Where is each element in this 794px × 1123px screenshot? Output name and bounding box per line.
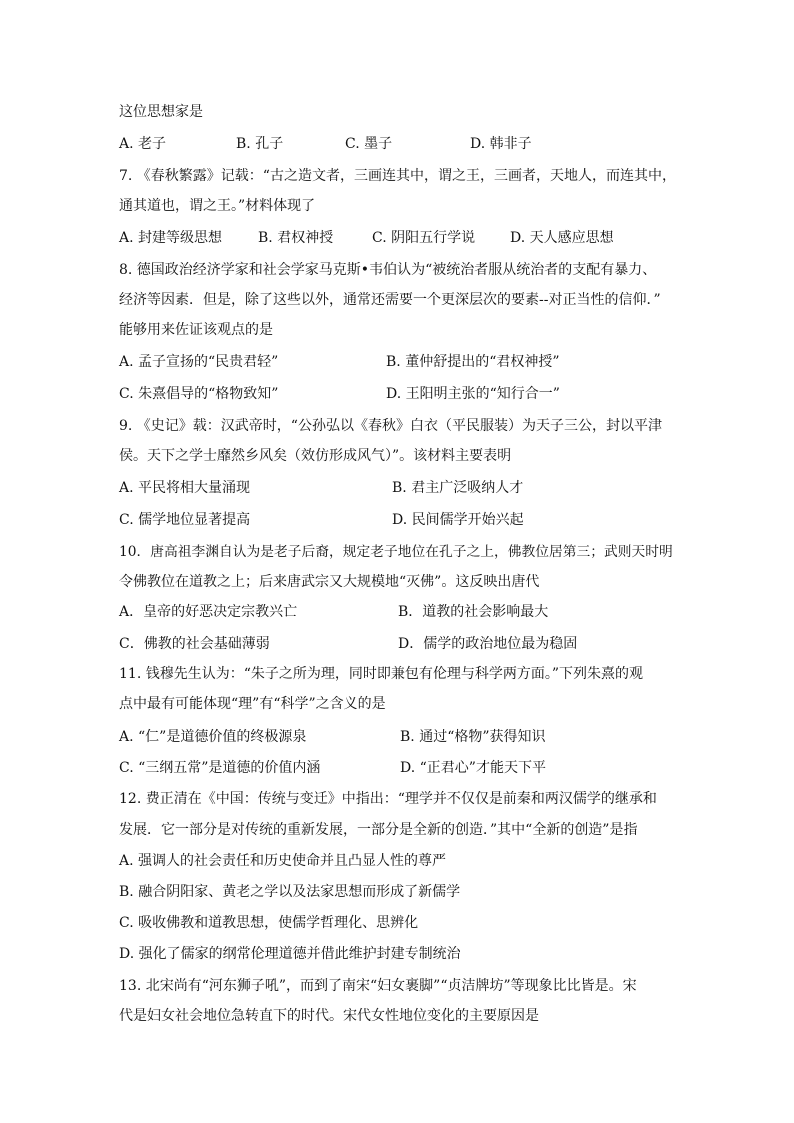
q6-option-d: D. 韩非子 [470,136,532,152]
q13-stem-line1: 13. 北宋尚有“河东狮子吼”，而到了南宋“妇女裹脚”“贞洁牌坊”等现象比比皆是。宋 [119,978,637,994]
q12-option-a: A. 强调人的社会责任和历史使命并且凸显人性的尊严 [119,853,447,869]
q8-option-d: D. 王阳明主张的“知行合一” [386,386,560,402]
q7-option-c: C. 阴阳五行学说 [372,230,476,246]
q10-stem-line1: 10．唐高祖李渊自认为是老子后裔，规定老子地位在孔子之上，佛教位居第三；武则天时明 [119,544,673,560]
q9-option-a: A. 平民将相大量涌现 [119,480,251,496]
q8-stem-line3: 能够用来佐证该观点的是 [119,322,273,338]
q7-option-a: A. 封建等级思想 [119,230,223,246]
q11-option-a: A. “仁”是道德价值的终极源泉 [119,729,307,745]
q10-stem-line2: 令佛教位在道教之上；后来唐武宗又大规模地“灭佛”。这反映出唐代 [119,574,540,590]
q13-stem-line2: 代是妇女社会地位急转直下的时代。宋代女性地位变化的主要原因是 [119,1008,539,1024]
q8-option-a: A. 孟子宣扬的“民贵君轻” [119,354,279,370]
q11-stem-line2: 点中最有可能体现“理”有“科学”之含义的是 [119,696,386,712]
q12-stem-line1: 12. 费正清在《中国：传统与变迁》中指出：“理学并不仅仅是前秦和两汉儒学的继承和 [119,791,657,807]
q12-option-d: D. 强化了儒家的纲常伦理道德并借此维护封建专制统治 [119,946,461,962]
q8-option-b: B. 董仲舒提出的“君权神授” [386,354,560,370]
q7-option-d: D. 天人感应思想 [510,230,614,246]
q12-stem-line2: 发展．它一部分是对传统的重新发展，一部分是全新的创造．”其中“全新的创造”是指 [119,822,638,838]
q10-option-a: A．皇帝的好恶决定宗教兴亡 [119,604,298,620]
q7-option-b: B. 君权神授 [258,230,334,246]
q6-stem-tail: 这位思想家是 [119,104,203,120]
q11-option-b: B. 通过“格物”获得知识 [400,729,546,745]
q9-option-c: C. 儒学地位显著提高 [119,512,251,528]
q6-option-c: C. 墨子 [345,136,393,152]
q7-stem-line2: 通其道也，谓之王。”材料体现了 [119,198,316,214]
q8-option-c: C. 朱熹倡导的“格物致知” [119,386,279,402]
q9-stem-line2: 侯。天下之学士靡然乡风矣（效仿形成风气）”。该材料主要表明 [119,448,512,464]
q7-stem-line1: 7. 《春秋繁露》记载：“古之造文者，三画连其中，谓之王，三画者，天地人，而连其中， [119,168,676,184]
q10-option-c: C．佛教的社会基础薄弱 [119,636,270,652]
q11-option-c: C. “三纲五常”是道德的价值内涵 [119,760,321,776]
q8-stem-line2: 经济等因素．但是，除了这些以外，通常还需要一个更深层次的要素--对正当性的信仰．” [119,292,661,308]
q9-option-b: B. 君主广泛吸纳人才 [392,480,524,496]
q12-option-b: B. 融合阴阳家、黄老之学以及法家思想而形成了新儒学 [119,884,461,900]
q11-stem-line1: 11. 钱穆先生认为：“朱子之所为理，同时即兼包有伦理与科学两方面。”下列朱熹的观 [119,666,644,682]
q12-option-c: C. 吸收佛教和道教思想，使儒学哲理化、思辨化 [119,915,419,931]
q10-option-b: B．道教的社会影响最大 [398,604,549,620]
q11-option-d: D. “正君心”才能天下平 [400,760,546,776]
q8-stem-line1: 8. 德国政治经济学家和社会学家马克斯•韦伯认为“被统治者服从统治者的支配有暴力、 [119,262,657,278]
q9-option-d: D. 民间儒学开始兴起 [392,512,524,528]
q9-stem-line1: 9. 《史记》载：汉武帝时，“公孙弘以《春秋》白衣（平民服装）为天子三公，封以平津 [119,418,662,434]
q6-option-b: B. 孔子 [236,136,284,152]
q10-option-d: D．儒学的政治地位最为稳固 [398,636,578,652]
q6-option-a: A. 老子 [119,136,167,152]
